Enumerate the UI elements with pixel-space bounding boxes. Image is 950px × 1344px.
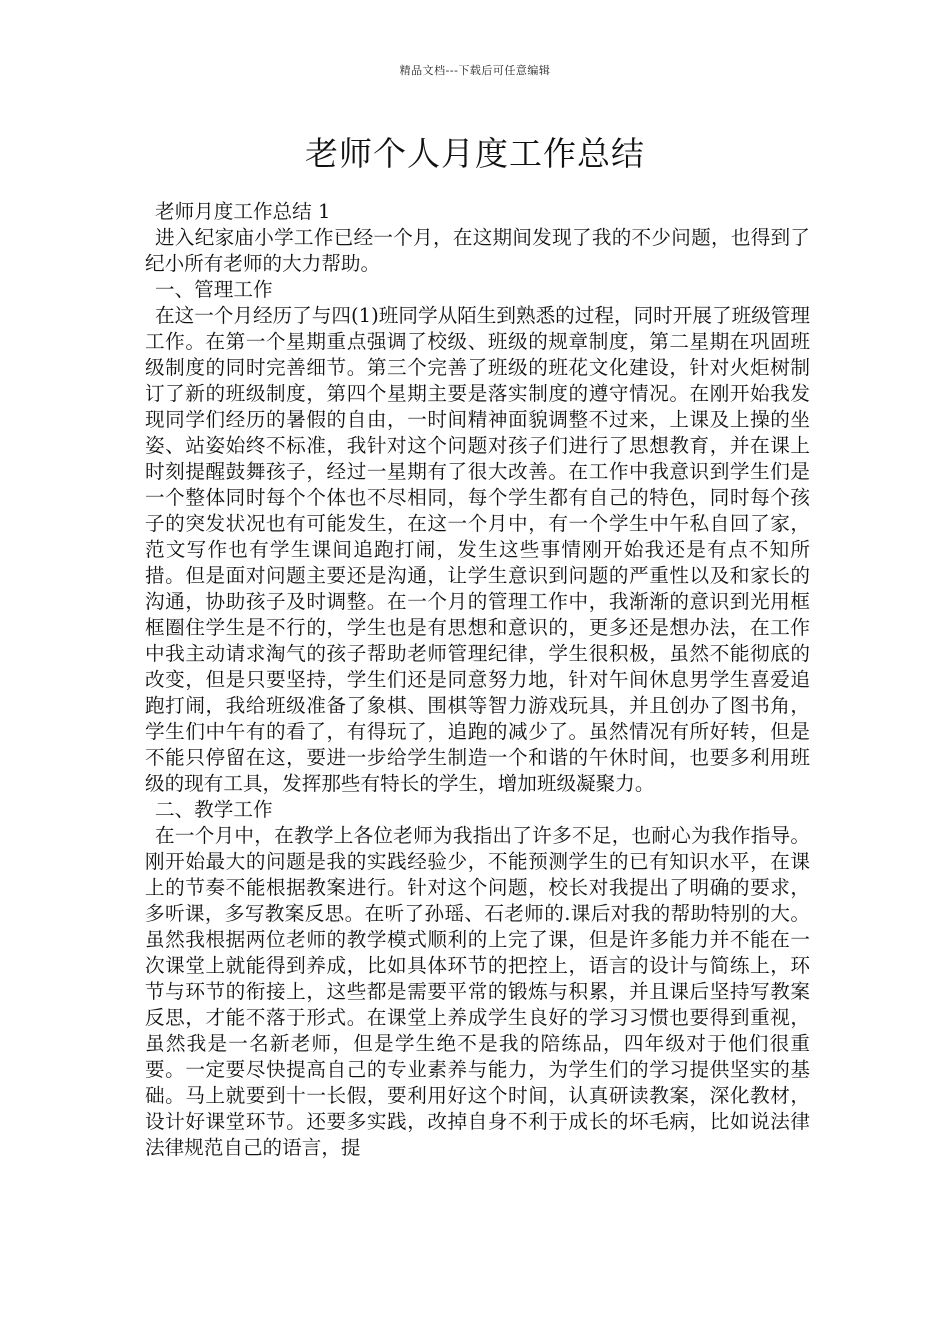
section-heading-management: 一、管理工作 [155,278,273,301]
paragraph-management: 在这一个月经历了与四(1)班同学从陌生到熟悉的过程，同时开展了班级管理工作。在第一个星期重点强调了校级、班级的规章制度，第二星期在巩固班级制度的同时完善细节。第三个完善了班级的班花文化建设，针对火炬树制订了新的班级制度，第四个星期主要是落实制度的遵守情况。在刚开始我发现同学们经历的暑假的自由，一时间精神面貌调整不过来，上课及上操的坐姿、站姿始终不标准，我针对这个问题对孩子们进行了思想教育，并在课上时刻提醒鼓舞孩子，经过一星期有了很大改善。在工作中我意识到学生们是一个整体同时每个个体也不尽相同，每个学生都有自己的特色，同时每个孩子的突发状况也有可能发生，在这一个月中，有一个学生中午私自回了家，范文写作也有学生课间追跑打闹，发生这些事情刚开始我还是有点不知所措。但是面对问题主要还是沟通，让学生意识到问题的严重性以及和家长的沟通，协助孩子及时调整。在一个月的管理工作中，我渐渐的意识到光用框框圈住学生是不行的，学生也是有思想和意识的，更多还是想办法，在工作中我主动请求淘气的孩子帮助老师管理纪律，学生很积极，虽然不能彻底的改变，但是只要坚持，学生们还是同意努力地，针对午间休息男学生喜爱追跑打闹，我给班级准备了象棋、围棋等智力游戏玩具，并且创办了图书角，学生们中午有的看了，有得玩了，追跑的减少了。虽然情况有所好转，但是不能只停留在这，要进一步给学生制造一个和谐的午休时间，也要多利用班级的现有工具，发挥那些有特长的学生，增加班级凝聚力。 [145,304,810,795]
document-body [145,199,810,1161]
paragraph-teaching: 在一个月中，在教学上各位老师为我指出了许多不足，也耐心为我作指导。刚开始最大的问题是我的实践经验少，不能预测学生的已有知识水平，在课上的节奏不能根据教案进行。针对这个问题，校长对我提出了明确的要求，多听课，多写教案反思。在听了孙瑶、石老师的.课后对我的帮助特别的大。虽然我根据两位老师的教学模式顺利的上完了课，但是许多能力并不能在一次课堂上就能得到养成，比如具体环节的把控上，语言的设计与简练上，环节与环节的衔接上，这些都是需要平常的锻炼与积累，并且课后坚持写教案反思，才能不落于形式。在课堂上养成学生良好的学习习惯也要得到重视，虽然我是一名新老师，但是学生绝不是我的陪练品，四年级对于他们很重要。一定要尽快提高自己的专业素养与能力，为学生们的学习提供坚实的基础。马上就要到十一长假，要利用好这个时间，认真研读教案，深化教材，设计好课堂环节。还要多实践，改掉自身不利于成长的坏毛病，比如说法律法律规范自己的语言，提 [145,824,810,1159]
page-header-watermark: 精品文档---下载后可任意编辑 [399,64,551,77]
paragraph-intro: 进入纪家庙小学工作已经一个月，在这期间发现了我的不少问题，也得到了纪小所有老师的大力帮助。 [145,226,810,275]
section-heading-teaching: 二、教学工作 [155,798,273,821]
document-title: 老师个人月度工作总结 [305,134,645,173]
section-heading-summary-1: 老师月度工作总结 1 [155,200,331,223]
